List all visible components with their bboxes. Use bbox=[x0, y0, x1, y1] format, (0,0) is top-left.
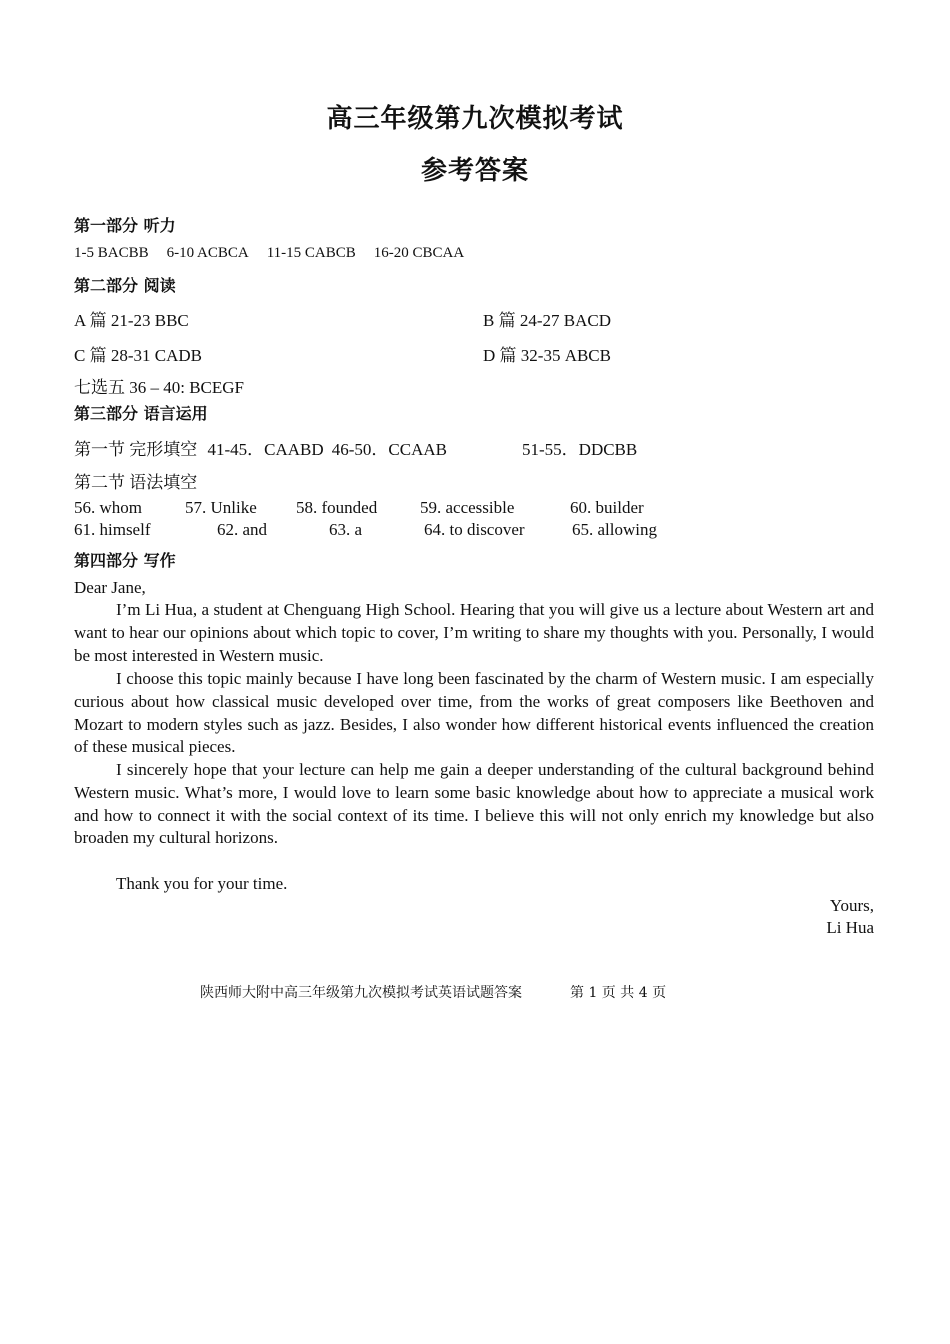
footer-school: 陕西师大附中高三年级第九次模拟考试英语试题答案 bbox=[200, 985, 522, 1001]
section-heading-reading: 第二部分 阅读 bbox=[74, 276, 176, 295]
letter-paragraph: I sincerely hope that your lecture can help me gain a deeper understanding of the cultural background behind Western music. What’s more, I would love to learn some basic knowledge about how to appreciate a musical work and how to connect it with the social context of its time. I believe this will not only enrich my knowledge but also broaden my cultural horizons. bbox=[74, 760, 874, 848]
listening-answer-group: 6-10 ACBCA bbox=[166, 245, 249, 261]
listening-answers bbox=[74, 245, 482, 262]
letter-paragraph: I’m Li Hua, a student at Chenguang High School. Hearing that you will give us a lecture about Western art and want to hear our opinions about which topic to cover, I’m writing to share my thoughts with you. Personally, I would be most interested in Western music. bbox=[74, 600, 874, 665]
listening-answer-group: 16-20 CBCAA bbox=[373, 245, 465, 261]
grammar-answer: 58. founded bbox=[296, 498, 378, 517]
cloze-answer-group: 41-45．CAABD bbox=[207, 440, 324, 459]
page-subtitle: 参考答案 bbox=[420, 156, 529, 186]
grammar-answer: 57. Unlike bbox=[185, 498, 257, 517]
reading-answer-seven: 七选五 36 – 40: BCEGF bbox=[74, 378, 245, 397]
letter-paragraph: Thank you for your time. bbox=[116, 874, 288, 893]
grammar-answer: 65. allowing bbox=[572, 520, 657, 539]
reading-answer-d: D 篇 32-35 ABCB bbox=[483, 346, 611, 365]
page-footer bbox=[200, 982, 666, 1002]
grammar-answer: 56. whom bbox=[74, 498, 142, 517]
page-title: 高三年级第九次模拟考试 bbox=[326, 104, 624, 134]
letter-paragraph: I choose this topic mainly because I have long been fascinated by the charm of Western music. I am especially curious about how classical music developed over time, from the works of great composers like Beethoven and Mozart to modern styles such as jazz. Besides, I also wonder how different historical events influenced the creation of these musical pieces. bbox=[74, 669, 874, 757]
section-heading-language: 第三部分 语言运用 bbox=[74, 404, 208, 423]
reading-answer-c: C 篇 28-31 CADB bbox=[74, 346, 202, 365]
grammar-answer: 61. himself bbox=[74, 520, 151, 539]
grammar-answer: 59. accessible bbox=[420, 498, 515, 517]
section-heading-writing: 第四部分 写作 bbox=[74, 551, 176, 570]
grammar-answer: 60. builder bbox=[570, 498, 644, 517]
grammar-answer: 63. a bbox=[329, 520, 363, 539]
listening-answer-group: 1-5 BACBB bbox=[74, 245, 149, 261]
letter-closing: Yours, bbox=[829, 896, 874, 915]
letter-signature: Li Hua bbox=[826, 918, 874, 937]
reading-answer-b: B 篇 24-27 BACD bbox=[483, 311, 611, 330]
reading-answer-a: A 篇 21-23 BBC bbox=[74, 311, 189, 330]
grammar-answer: 62. and bbox=[217, 520, 268, 539]
grammar-label: 第二节 语法填空 bbox=[74, 473, 198, 492]
cloze-answers bbox=[74, 435, 637, 460]
letter-salutation: Dear Jane, bbox=[74, 578, 146, 597]
section-heading-listening: 第一部分 听力 bbox=[74, 216, 176, 235]
cloze-answer-group: 46-50．CCAAB bbox=[331, 440, 447, 459]
cloze-answer-group: 51-55．DDCBB bbox=[522, 440, 638, 459]
cloze-label: 第一节 完形填空 bbox=[74, 440, 198, 459]
listening-answer-group: 11-15 CABCB bbox=[266, 245, 356, 261]
footer-page-number: 第 1 页 共 4 页 bbox=[570, 985, 667, 1001]
grammar-answer: 64. to discover bbox=[424, 520, 525, 539]
